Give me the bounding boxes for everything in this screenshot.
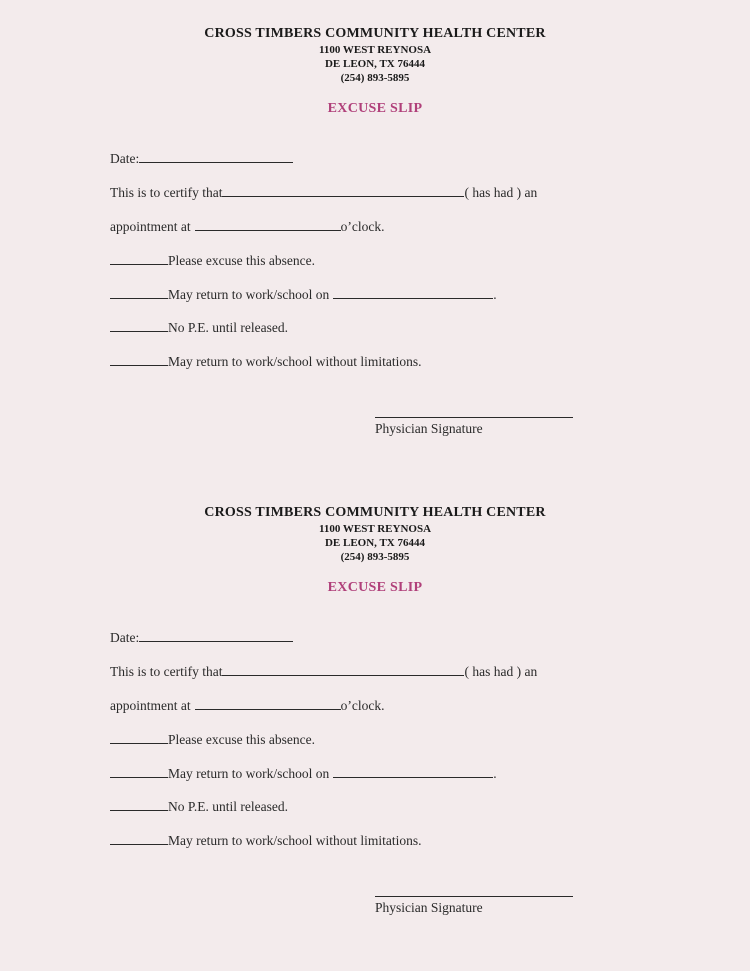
date-label: Date: (110, 630, 140, 645)
address-street: 1100 WEST REYNOSA (318, 44, 432, 56)
appointment-time-blank[interactable] (195, 217, 341, 231)
certify-suffix: ( has had ) an (464, 185, 538, 200)
option-return-on-check-blank[interactable] (110, 285, 168, 299)
address-street: 1100 WEST REYNOSA (318, 523, 432, 535)
patient-name-blank[interactable] (222, 183, 464, 197)
slip-title: EXCUSE SLIP (327, 580, 423, 595)
date-blank[interactable] (139, 149, 293, 163)
org-name: CROSS TIMBERS COMMUNITY HEALTH CENTER (204, 505, 546, 520)
appointment-prefix: appointment at (110, 219, 191, 234)
org-name: CROSS TIMBERS COMMUNITY HEALTH CENTER (204, 26, 546, 41)
address-city: DE LEON, TX 76444 (324, 537, 426, 549)
certify-prefix: This is to certify that (110, 185, 223, 200)
return-date-period: . (493, 287, 497, 302)
option-no-pe-check-blank[interactable] (110, 797, 168, 811)
option-return-on-label: May return to work/school on (168, 766, 330, 781)
appointment-suffix: o’clock. (340, 698, 385, 713)
option-excuse-row (110, 251, 315, 269)
patient-name-blank[interactable] (222, 662, 464, 676)
signature-label: Physician Signature (375, 900, 483, 915)
excuse-slip-top (0, 0, 750, 470)
option-no-pe-label: No P.E. until released. (168, 320, 288, 335)
appointment-time-blank[interactable] (195, 696, 341, 710)
certify-suffix: ( has had ) an (464, 664, 538, 679)
certify-row (110, 183, 537, 201)
option-no-pe-label: No P.E. until released. (168, 799, 288, 814)
option-excuse-label: Please excuse this absence. (168, 253, 315, 268)
appointment-suffix: o’clock. (340, 219, 385, 234)
option-no-pe-row (110, 797, 288, 815)
option-no-limits-row (110, 831, 421, 849)
phone-number: (254) 893-5895 (340, 72, 410, 84)
date-row (110, 628, 293, 646)
date-row (110, 149, 293, 167)
date-label: Date: (110, 151, 140, 166)
return-date-period: . (493, 766, 497, 781)
phone-number: (254) 893-5895 (340, 551, 410, 563)
signature-label: Physician Signature (375, 421, 483, 436)
option-return-on-label: May return to work/school on (168, 287, 330, 302)
slip-title: EXCUSE SLIP (327, 101, 423, 116)
option-no-pe-check-blank[interactable] (110, 318, 168, 332)
option-return-on-row (110, 285, 497, 303)
address-city: DE LEON, TX 76444 (324, 58, 426, 70)
certify-prefix: This is to certify that (110, 664, 223, 679)
option-excuse-row (110, 730, 315, 748)
date-blank[interactable] (139, 628, 293, 642)
option-no-limits-row (110, 352, 421, 370)
option-excuse-check-blank[interactable] (110, 251, 168, 265)
appointment-row (110, 696, 384, 714)
appointment-prefix: appointment at (110, 698, 191, 713)
option-no-limits-check-blank[interactable] (110, 352, 168, 366)
option-no-pe-row (110, 318, 288, 336)
signature-line[interactable] (375, 417, 573, 418)
signature-line[interactable] (375, 896, 573, 897)
appointment-row (110, 217, 384, 235)
option-no-limits-check-blank[interactable] (110, 831, 168, 845)
certify-row (110, 662, 537, 680)
excuse-slip-bottom (0, 479, 750, 949)
option-no-limits-label: May return to work/school without limitations. (168, 833, 422, 848)
option-no-limits-label: May return to work/school without limitations. (168, 354, 422, 369)
return-date-blank[interactable] (333, 764, 493, 778)
option-return-on-check-blank[interactable] (110, 764, 168, 778)
option-excuse-check-blank[interactable] (110, 730, 168, 744)
option-return-on-row (110, 764, 497, 782)
return-date-blank[interactable] (333, 285, 493, 299)
option-excuse-label: Please excuse this absence. (168, 732, 315, 747)
